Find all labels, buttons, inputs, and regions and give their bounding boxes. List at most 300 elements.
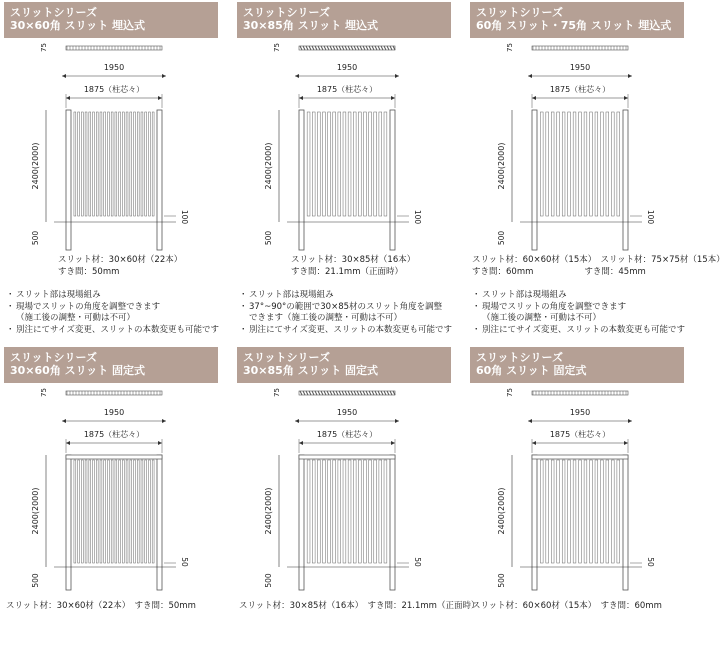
spec-line: すき間：50mm [58, 267, 120, 277]
slat [89, 112, 91, 216]
section-slat [378, 391, 380, 395]
slat [573, 112, 576, 216]
section-slat [348, 391, 350, 395]
section-slat [348, 46, 350, 50]
slat [590, 112, 593, 216]
section-slat [345, 391, 347, 395]
slat [126, 112, 128, 216]
section-slat [357, 391, 359, 395]
fence-elevation-drawing [233, 345, 461, 607]
slat [333, 112, 336, 216]
overall-width-arrow-head-right [628, 419, 632, 423]
slat [312, 112, 315, 216]
post-left [532, 455, 537, 590]
slat [134, 112, 136, 216]
embed-depth-label: 500 [497, 230, 506, 246]
overall-width-label: 1950 [336, 408, 358, 417]
section-hatch [300, 391, 395, 395]
bullet-icon: ・ [239, 324, 248, 335]
note-text: 別注にてサイズ変更、スリットの本数変更も可能です [16, 324, 219, 335]
slat [107, 112, 109, 216]
slat [601, 460, 604, 563]
section-depth-label: 75 [506, 43, 514, 52]
slat [590, 460, 593, 563]
overall-width-arrow-head-right [395, 419, 399, 423]
post-pitch-arrow-head-left [66, 441, 70, 445]
product-title: 30×85角 スリット 固定式 [243, 364, 379, 377]
section-strip [66, 46, 162, 50]
slat [104, 112, 106, 216]
slat [328, 112, 331, 216]
note-item [472, 325, 685, 337]
section-slat [375, 391, 377, 395]
overall-width-arrow-head-left [295, 74, 299, 78]
embed-depth-label: 500 [31, 573, 40, 588]
section-slat [390, 391, 392, 395]
post-pitch-arrow-head-left [299, 96, 303, 100]
series-title: スリットシリーズ [476, 351, 564, 364]
section-depth-label: 75 [273, 43, 281, 52]
slat [307, 112, 310, 216]
slat [568, 112, 571, 216]
section-slat [372, 391, 374, 395]
note-text: （施工後の調整・可動は不可） [482, 313, 602, 323]
spec-block [291, 254, 415, 278]
slat [137, 112, 139, 216]
slat [343, 460, 346, 563]
bottom-gap-label: 50 [646, 557, 655, 567]
slat [540, 112, 543, 216]
slat [85, 460, 87, 563]
section-slat [354, 391, 356, 395]
slat [611, 112, 614, 216]
note-item [239, 290, 452, 302]
section-slat [372, 46, 374, 50]
slat [111, 112, 113, 216]
slat [78, 112, 80, 216]
slat [384, 460, 387, 563]
bullet-icon: ・ [472, 301, 481, 312]
spec-block [6, 600, 196, 612]
height-label: 2400(2000) [31, 487, 40, 535]
slat-group [540, 460, 619, 563]
slat [353, 460, 356, 563]
product-title: 60角 スリット 固定式 [476, 364, 587, 377]
slat [89, 460, 91, 563]
slat [130, 460, 132, 563]
slat-group [74, 112, 154, 216]
height-label: 2400(2000) [497, 487, 506, 535]
post-left [299, 455, 304, 590]
post-pitch-arrow-head-left [532, 441, 536, 445]
overall-width-arrow-head-left [528, 74, 532, 78]
slat [307, 460, 310, 563]
spec-line: スリット材：60×60材（15本） すき間：60mm [472, 601, 662, 611]
post-left [66, 455, 71, 590]
slat [374, 112, 377, 216]
section-slat [375, 46, 377, 50]
product-title: 30×60角 スリット 固定式 [10, 364, 146, 377]
height-label: 2400(2000) [497, 142, 506, 190]
section-slat [309, 391, 311, 395]
slat [579, 112, 582, 216]
section-slat [387, 46, 389, 50]
slat [100, 112, 102, 216]
slat [96, 112, 98, 216]
slat [312, 460, 315, 563]
slat [115, 460, 117, 563]
top-rail [66, 455, 162, 459]
slat [122, 112, 124, 216]
post-pitch-arrow-head-right [391, 96, 395, 100]
slat [100, 460, 102, 563]
slat [384, 112, 387, 216]
slat [145, 460, 147, 563]
post-pitch-arrow-head-right [158, 96, 162, 100]
series-title: スリットシリーズ [10, 351, 98, 364]
slat [611, 460, 614, 563]
section-slat [384, 391, 386, 395]
bullet-icon: ・ [6, 301, 15, 312]
slat [573, 460, 576, 563]
slat [546, 460, 549, 563]
note-item [6, 302, 219, 314]
series-title: スリットシリーズ [243, 6, 331, 19]
section-hatch [533, 46, 626, 50]
post-pitch-arrow-head-right [158, 441, 162, 445]
height-label: 2400(2000) [264, 142, 273, 190]
height-label: 2400(2000) [31, 142, 40, 190]
post-pitch-arrow-head-right [624, 96, 628, 100]
note-text: 現場でスリットの角度を調整できます [482, 301, 627, 312]
section-slat [336, 391, 338, 395]
fence-elevation-drawing [233, 0, 461, 262]
bullet-icon: ・ [6, 290, 15, 300]
post-pitch-arrow-head-right [624, 441, 628, 445]
slat [551, 460, 554, 563]
section-slat [306, 46, 308, 50]
post-right [623, 455, 628, 590]
note-item [239, 302, 452, 314]
embed-depth-label: 500 [31, 230, 40, 246]
slat [606, 460, 609, 563]
section-slat [315, 391, 317, 395]
overall-width-arrow-head-right [162, 74, 166, 78]
slat [557, 460, 560, 563]
overall-width-label: 1950 [569, 63, 591, 72]
section-slat [351, 46, 353, 50]
slat [152, 460, 154, 563]
post-pitch-label: 1875（柱芯々） [549, 85, 611, 94]
slat [317, 112, 320, 216]
slat [328, 460, 331, 563]
slat [141, 460, 143, 563]
slat-group [307, 112, 387, 216]
section-slat [351, 391, 353, 395]
section-slat [342, 46, 344, 50]
bullet-icon: ・ [6, 324, 15, 335]
product-title: 30×60角 スリット 埋込式 [10, 19, 146, 32]
slat [551, 112, 554, 216]
spec-line: スリット材：30×85材（16本） すき間：21.1mm（正面時） [239, 601, 480, 611]
note-item [6, 290, 219, 302]
post-pitch-label: 1875（柱芯々） [549, 430, 611, 439]
note-text: スリット部は現場組み [16, 290, 101, 300]
section-slat [339, 391, 341, 395]
post-pitch-label: 1875（柱芯々） [83, 430, 145, 439]
slat [358, 112, 361, 216]
product-title: 60角 スリット・75角 スリット 埋込式 [476, 19, 672, 32]
overall-width-label: 1950 [103, 408, 125, 417]
top-rail [532, 455, 628, 459]
slat [145, 112, 147, 216]
note-text: スリット部は現場組み [249, 290, 334, 300]
slat [617, 112, 620, 216]
slat [137, 460, 139, 563]
post-pitch-label: 1875（柱芯々） [316, 85, 378, 94]
slat [122, 460, 124, 563]
slat [152, 112, 154, 216]
section-slat [321, 46, 323, 50]
section-depth-label: 75 [273, 388, 281, 397]
slat [148, 112, 150, 216]
slat [562, 112, 565, 216]
bullet-icon: ・ [472, 290, 481, 300]
section-slat [321, 391, 323, 395]
note-item [239, 325, 452, 337]
section-slat [363, 46, 365, 50]
section-slat [312, 46, 314, 50]
product-panel [233, 0, 461, 335]
overall-width-arrow-head-right [162, 419, 166, 423]
overall-width-label: 1950 [336, 63, 358, 72]
post-right [157, 455, 162, 590]
slat [323, 460, 326, 563]
slat [107, 460, 109, 563]
spec-block [239, 600, 479, 612]
bottom-gap-label: 50 [180, 557, 189, 567]
bullet-icon: ・ [239, 290, 248, 300]
section-slat [318, 391, 320, 395]
overall-width-arrow-head-left [528, 419, 532, 423]
slat [74, 112, 76, 216]
section-strip [532, 391, 628, 395]
section-slat [327, 46, 329, 50]
product-title: 30×85角 スリット 埋込式 [243, 19, 379, 32]
slat [134, 460, 136, 563]
spec-line: すき間：60mm すき間：45mm [472, 267, 646, 277]
bottom-gap-label: 100 [180, 209, 189, 225]
slat [338, 112, 341, 216]
note-text: 別注にてサイズ変更、スリットの本数変更も可能です [482, 324, 685, 335]
slat [540, 460, 543, 563]
note-text: 現場でスリットの角度を調整できます [16, 301, 161, 312]
note-item [472, 302, 685, 314]
section-slat [327, 391, 329, 395]
slat [595, 460, 598, 563]
section-hatch [67, 391, 160, 395]
post-right [623, 110, 628, 250]
section-slat [381, 46, 383, 50]
slat [601, 112, 604, 216]
section-slat [357, 46, 359, 50]
section-slat [315, 46, 317, 50]
slat [584, 112, 587, 216]
notes-list [472, 290, 685, 336]
post-pitch-arrow-head-left [299, 441, 303, 445]
note-item [472, 290, 685, 302]
section-strip [66, 391, 162, 395]
spec-line: スリット材：30×85材（16本） [291, 255, 416, 265]
section-slat [333, 46, 335, 50]
spec-line: すき間：21.1mm（正面時） [291, 267, 403, 277]
section-slat [390, 46, 392, 50]
spec-block [472, 254, 725, 278]
note-text: できます（施工後の調整・可動は不可） [249, 313, 403, 323]
section-slat [345, 46, 347, 50]
section-slat [363, 391, 365, 395]
post-pitch-label: 1875（柱芯々） [316, 430, 378, 439]
slat [81, 112, 83, 216]
bullet-icon: ・ [472, 324, 481, 335]
series-title: スリットシリーズ [10, 6, 98, 19]
overall-width-label: 1950 [103, 63, 125, 72]
note-text: 37°~90°の範囲で30×85材のスリット角度を調整 [249, 301, 443, 312]
slat [141, 112, 143, 216]
section-slat [330, 46, 332, 50]
slat [546, 112, 549, 216]
section-slat [366, 46, 368, 50]
spec-block [472, 600, 662, 612]
section-slat [369, 391, 371, 395]
slat [617, 460, 620, 563]
slat [353, 112, 356, 216]
post-pitch-arrow-head-left [532, 96, 536, 100]
section-slat [303, 391, 305, 395]
slat [115, 112, 117, 216]
product-panel [0, 0, 228, 335]
slat [348, 112, 351, 216]
section-slat [300, 46, 302, 50]
slat [111, 460, 113, 563]
slat [96, 460, 98, 563]
overall-width-arrow-head-right [628, 74, 632, 78]
note-item [6, 325, 219, 337]
section-slat [324, 46, 326, 50]
post-right [390, 110, 395, 250]
series-title: スリットシリーズ [476, 6, 564, 19]
slat-group [74, 460, 154, 563]
section-hatch [533, 391, 626, 395]
section-slat [369, 46, 371, 50]
section-slat [387, 391, 389, 395]
slat [369, 112, 372, 216]
overall-width-label: 1950 [569, 408, 591, 417]
slat [148, 460, 150, 563]
top-rail [299, 455, 395, 459]
series-title: スリットシリーズ [243, 351, 331, 364]
slat [74, 460, 76, 563]
slat [358, 460, 361, 563]
note-text: 別注にてサイズ変更、スリットの本数変更も可能です [249, 324, 452, 335]
section-slat [360, 391, 362, 395]
slat [606, 112, 609, 216]
slat [130, 112, 132, 216]
bottom-gap-label: 100 [413, 209, 422, 225]
slat [126, 460, 128, 563]
section-depth-label: 75 [40, 388, 48, 397]
bullet-icon: ・ [239, 301, 248, 312]
note-item [472, 313, 685, 325]
slat-group [540, 112, 619, 216]
product-panel [233, 345, 480, 655]
slat [85, 112, 87, 216]
section-slat [384, 46, 386, 50]
slat [348, 460, 351, 563]
note-text: （施工後の調整・可動は不可） [16, 313, 136, 323]
slat [364, 112, 367, 216]
overall-width-arrow-head-left [295, 419, 299, 423]
section-slat [309, 46, 311, 50]
post-right [390, 455, 395, 590]
section-depth-label: 75 [40, 43, 48, 52]
section-slat [300, 391, 302, 395]
bottom-gap-label: 100 [646, 209, 655, 225]
section-slat [306, 391, 308, 395]
section-strip [532, 46, 628, 50]
section-slat [324, 391, 326, 395]
post-pitch-arrow-head-left [66, 96, 70, 100]
embed-depth-label: 500 [497, 573, 506, 588]
slat [119, 460, 121, 563]
post-pitch-label: 1875（柱芯々） [83, 85, 145, 94]
overall-width-arrow-head-right [395, 74, 399, 78]
post-right [157, 110, 162, 250]
note-item [6, 313, 219, 325]
slat [557, 112, 560, 216]
slat [379, 460, 382, 563]
slat [119, 112, 121, 216]
notes-list [6, 290, 219, 336]
section-depth-label: 75 [506, 388, 514, 397]
section-slat [333, 391, 335, 395]
bottom-gap-label: 50 [413, 557, 422, 567]
post-left [532, 110, 537, 250]
slat [369, 460, 372, 563]
slat [568, 460, 571, 563]
spec-line: スリット材：30×60材（22本） すき間：50mm [6, 601, 196, 611]
notes-list [239, 290, 452, 336]
slat [323, 112, 326, 216]
slat [78, 460, 80, 563]
section-slat [354, 46, 356, 50]
slat [333, 460, 336, 563]
spec-line: スリット材：60×60材（15本） スリット材：75×75材（15本） [472, 255, 725, 265]
slat [379, 112, 382, 216]
overall-width-arrow-head-left [62, 74, 66, 78]
slat [364, 460, 367, 563]
slat [343, 112, 346, 216]
post-left [299, 110, 304, 250]
section-slat [318, 46, 320, 50]
product-panel [466, 345, 694, 655]
section-slat [378, 46, 380, 50]
embed-depth-label: 500 [264, 573, 273, 588]
spec-line: スリット材：30×60材（22本） [58, 255, 183, 265]
section-hatch [67, 46, 160, 50]
slat [562, 460, 565, 563]
product-panel [0, 345, 228, 655]
